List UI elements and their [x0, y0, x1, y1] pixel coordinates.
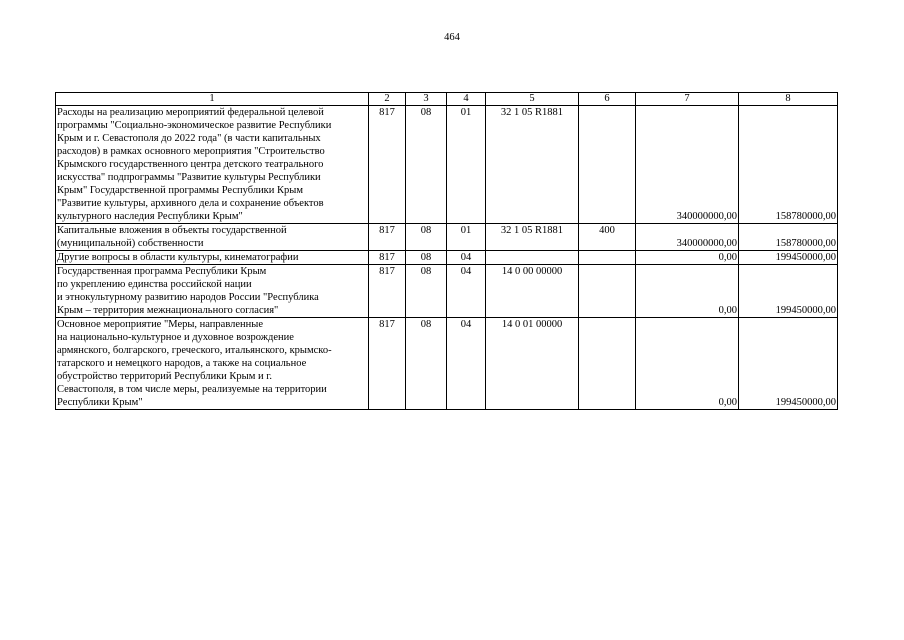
- table-row: [56, 224, 838, 251]
- table-row: [56, 318, 838, 410]
- cell-ministry-code: 817: [369, 224, 406, 251]
- row-name: Основное мероприятие "Меры, направленные на национально-культурное и духовное возрождение армянского, болгарского, греческого, итальянского, крымско- татарского и немецкого народов, а также на социальное обустройство территорий Республики Крым и г. Севастополя, в том числе меры, реализуемые на территории Республики Крым": [56, 318, 369, 410]
- cell-amount-col7: 340000000,00: [636, 224, 739, 251]
- column-header-5: 5: [486, 93, 579, 106]
- cell-amount-col8: 199450000,00: [739, 318, 838, 410]
- cell-subsection: 04: [447, 265, 486, 318]
- column-header-1: 1: [56, 93, 369, 106]
- column-header-7: 7: [636, 93, 739, 106]
- cell-section: 08: [406, 251, 447, 265]
- column-header-6: 6: [579, 93, 636, 106]
- row-name: Государственная программа Республики Крым по укреплению единства российской нации и этнокультурному развитию народов России "Республика Крым – территория межнационального согласия": [56, 265, 369, 318]
- cell-amount-col7: 0,00: [636, 318, 739, 410]
- cell-target-article: [486, 251, 579, 265]
- row-name: Расходы на реализацию мероприятий федеральной целевой программы "Социально-экономическое развитие Республики Крым и г. Севастополя до 2022 года" (в части капитальных расходов) в рамках основного мероприятия "Строительство Крымского государственного центра детского театрального искусства" подпрограммы "Развитие культуры Республики Крым" Государственной программы Республики Крым "Развитие культуры, архивного дела и сохранение объектов культурного наследия Республики Крым": [56, 106, 369, 224]
- cell-ministry-code: 817: [369, 318, 406, 410]
- header-row: [56, 93, 838, 106]
- table-row: [56, 265, 838, 318]
- cell-section: 08: [406, 265, 447, 318]
- cell-subsection: 01: [447, 106, 486, 224]
- cell-amount-col8: 158780000,00: [739, 106, 838, 224]
- cell-expense-type: [579, 251, 636, 265]
- cell-section: 08: [406, 224, 447, 251]
- cell-section: 08: [406, 106, 447, 224]
- cell-ministry-code: 817: [369, 265, 406, 318]
- cell-ministry-code: 817: [369, 251, 406, 265]
- cell-subsection: 04: [447, 318, 486, 410]
- page-number: 464: [444, 32, 460, 43]
- cell-expense-type: [579, 106, 636, 224]
- row-name: Капитальные вложения в объекты государственной (муниципальной) собственности: [56, 224, 369, 251]
- cell-expense-type: [579, 318, 636, 410]
- cell-expense-type: 400: [579, 224, 636, 251]
- cell-amount-col8: 158780000,00: [739, 224, 838, 251]
- table-header: [56, 93, 838, 106]
- row-name: Другие вопросы в области культуры, кинематографии: [56, 251, 369, 265]
- budget-table: [55, 92, 838, 410]
- cell-subsection: 01: [447, 224, 486, 251]
- cell-amount-col7: 340000000,00: [636, 106, 739, 224]
- table-row: [56, 251, 838, 265]
- column-header-8: 8: [739, 93, 838, 106]
- cell-amount-col7: 0,00: [636, 251, 739, 265]
- cell-target-article: 14 0 01 00000: [486, 318, 579, 410]
- cell-amount-col8: 199450000,00: [739, 265, 838, 318]
- cell-target-article: 32 1 05 R1881: [486, 106, 579, 224]
- cell-amount-col7: 0,00: [636, 265, 739, 318]
- column-header-4: 4: [447, 93, 486, 106]
- column-header-2: 2: [369, 93, 406, 106]
- cell-subsection: 04: [447, 251, 486, 265]
- cell-target-article: 14 0 00 00000: [486, 265, 579, 318]
- cell-expense-type: [579, 265, 636, 318]
- table-body: [56, 106, 838, 410]
- column-header-3: 3: [406, 93, 447, 106]
- cell-ministry-code: 817: [369, 106, 406, 224]
- table-row: [56, 106, 838, 224]
- cell-target-article: 32 1 05 R1881: [486, 224, 579, 251]
- cell-section: 08: [406, 318, 447, 410]
- cell-amount-col8: 199450000,00: [739, 251, 838, 265]
